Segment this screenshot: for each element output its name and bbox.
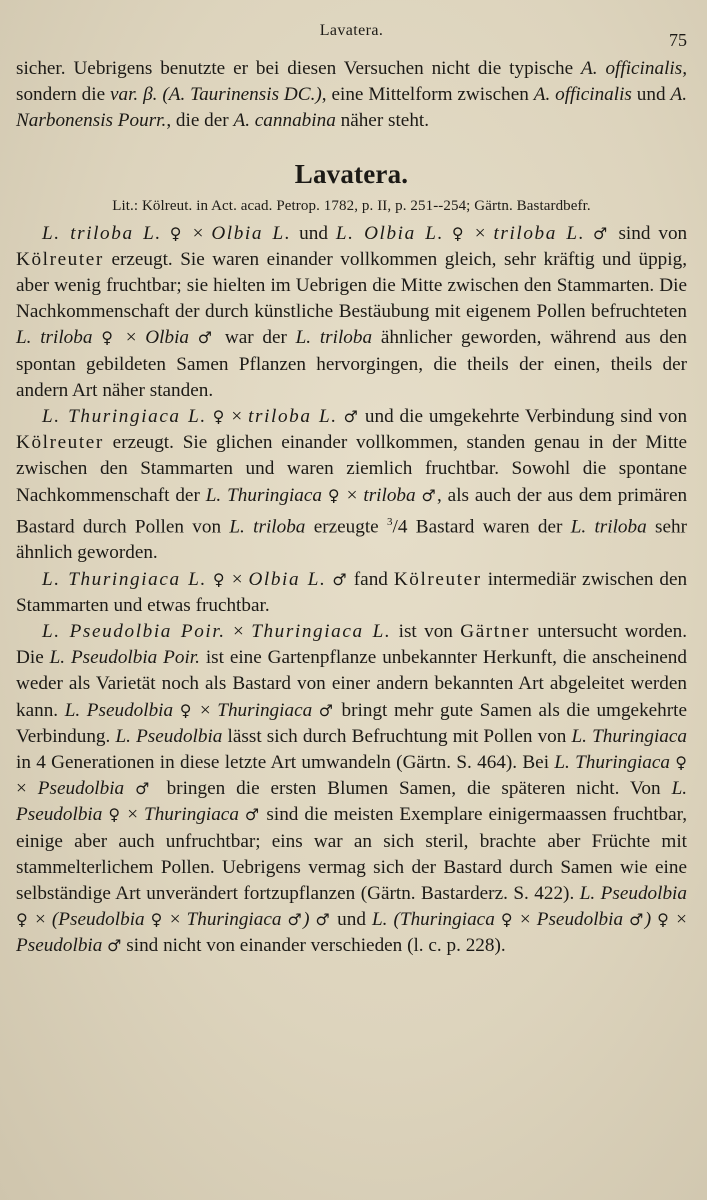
- page-header: [16, 22, 687, 56]
- female-symbol: ♀: [212, 407, 226, 427]
- female-symbol: ♀: [675, 753, 688, 773]
- male-symbol: ♂: [197, 328, 217, 348]
- cross-symbol: ×: [676, 909, 687, 931]
- female-symbol: ♀: [16, 910, 29, 930]
- cross-symbol: ×: [192, 222, 204, 244]
- page-number: 75: [669, 30, 687, 50]
- cross-symbol: ×: [231, 406, 243, 428]
- male-symbol: ♂: [287, 910, 304, 930]
- intro-paragraph: sicher. Uebrigens benutzte er bei diesen Versuchen nicht die typische A. officinalis, sondern die var. β. (A. Taurinensis DC.), eine Mittelform zwischen A. officinalis und A. Narbonensis Pourr., die der A. cannabina näher steht.: [16, 58, 687, 132]
- fraction-numerator: 3: [387, 515, 393, 528]
- section-title: Lavatera.: [294, 158, 409, 189]
- male-symbol: ♂: [332, 569, 348, 589]
- female-symbol: ♀: [500, 910, 514, 930]
- female-symbol: ♀: [108, 805, 122, 825]
- cross-symbol: ×: [346, 484, 358, 506]
- cross-symbol: ×: [519, 909, 531, 931]
- male-symbol: ♂: [343, 407, 360, 427]
- cross-symbol: ×: [199, 699, 211, 721]
- literature-reference: Lit.: Kölreut. in Act. acad. Petrop. 1782, p. II, p. 251--254; Gärtn. Bastardbefr.: [112, 197, 591, 214]
- cross-symbol: ×: [125, 327, 137, 349]
- paragraph-thuringiaca-triloba: L. Thuringiaca L. ♀ × triloba L. ♂ und die umgekehrte Verbindung sind von Kölreuter erzeugt. Sie glichen einander vollkommen, standen genau in der Mitte zwischen den Stammarten und waren ziemlich fruchtbar. Sowohl die spontane Nachkommenschaft der L. Thuringiaca ♀ × triloba ♂, als auch der aus dem primären Bastard durch Pollen von L. triloba erzeugte $^3$/4 Bastard waren der L. triloba sehr ähnlich geworden.: [16, 406, 688, 564]
- cross-symbol: ×: [474, 222, 486, 244]
- female-symbol: ♀: [150, 910, 164, 930]
- female-symbol: ♀: [451, 223, 467, 243]
- paragraph-triloba-olbia: L. triloba L. ♀ × Olbia L. und L. Olbia L. ♀ × triloba L. ♂ sind von Kölreuter erzeugt. Sie waren einander vollkommen gleich, sehr kräftig und üppig, aber wenig fruchtbar; sie hielten im Uebrigen die Mitte zwischen den Stammarten. Die Nachkommenschaft der durch künstliche Bestäubung mit eigenem Pollen befruchteten L. triloba ♀ × Olbia ♂ war der L. triloba ähnlicher geworden, während aus den spontan gebildeten Samen Pflanzen hervorgingen, die theils der einen, theils der andern Art näher standen.: [16, 222, 688, 401]
- female-symbol: ♀: [212, 569, 226, 589]
- cross-symbol: ×: [127, 804, 139, 826]
- cross-symbol: ×: [231, 568, 243, 590]
- male-symbol: ♂: [107, 936, 122, 956]
- male-symbol: ♂: [244, 805, 261, 825]
- cross-symbol: ×: [35, 909, 46, 931]
- male-symbol: ♂: [315, 910, 332, 930]
- paragraph-thuringiaca-olbia: L. Thuringiaca L. ♀ × Olbia L. ♂ fand Kölreuter intermediär zwischen den Stammarten und etwas fruchtbar.: [16, 568, 688, 616]
- paragraph-pseudolbia-thuringiaca: L. Pseudolbia Poir. × Thuringiaca L. ist von Gärtner untersucht worden. Die L. Pseudolbia Poir. ist eine Gartenpflanze unbekannter Herkunft, die anscheinend weder als Varietät noch als Bastard von einer andern bekannten Art abgeleitet werden kann. L. Pseudolbia ♀ × Thuringiaca ♂ bringt mehr gute Samen als die umgekehrte Verbindung. L. Pseudolbia lässt sich durch Befruchtung mit Pollen von L. Thuringiaca in 4 Generationen in diese letzte Art umwandeln (Gärtn. S. 464). Bei L. Thuringiaca ♀ × Pseudolbia ♂ bringen die ersten Blumen Samen, die späteren nicht. Von L. Pseudolbia ♀ × Thuringiaca ♂ sind die meisten Exemplare einigermaassen fruchtbar, einige aber auch unfruchtbar; eins war an sich steril, brachte aber Früchte mit stammelterlichem Pollen. Uebrigens vermag sich der Bastard durch Samen wie eine selbständige Art unverändert fortzupflanzen (Gärtn. Bastarderz. S. 422). L. Pseudolbia ♀ × (Pseudolbia ♀ × Thuringiaca ♂) ♂ und L. (Thuringiaca ♀ × Pseudolbia ♂) ♀ × Pseudolbia ♂ sind nicht von einander verschieden (l. c. p. 228).: [16, 621, 688, 957]
- fraction-denominator: /4: [392, 516, 408, 538]
- male-symbol: ♂: [318, 700, 335, 720]
- running-head: Lavatera.: [319, 22, 384, 39]
- female-symbol: ♀: [179, 700, 194, 720]
- male-symbol: ♂: [421, 485, 437, 505]
- male-symbol: ♂: [135, 779, 156, 799]
- female-symbol: ♀: [327, 485, 341, 505]
- female-symbol: ♀: [657, 910, 671, 930]
- female-symbol: ♀: [169, 223, 185, 243]
- male-symbol: ♂: [593, 223, 611, 243]
- cross-symbol: ×: [169, 909, 181, 931]
- female-symbol: ♀: [101, 328, 117, 348]
- male-symbol: ♂: [629, 910, 645, 930]
- cross-symbol: ×: [233, 621, 244, 643]
- cross-symbol: ×: [16, 778, 27, 800]
